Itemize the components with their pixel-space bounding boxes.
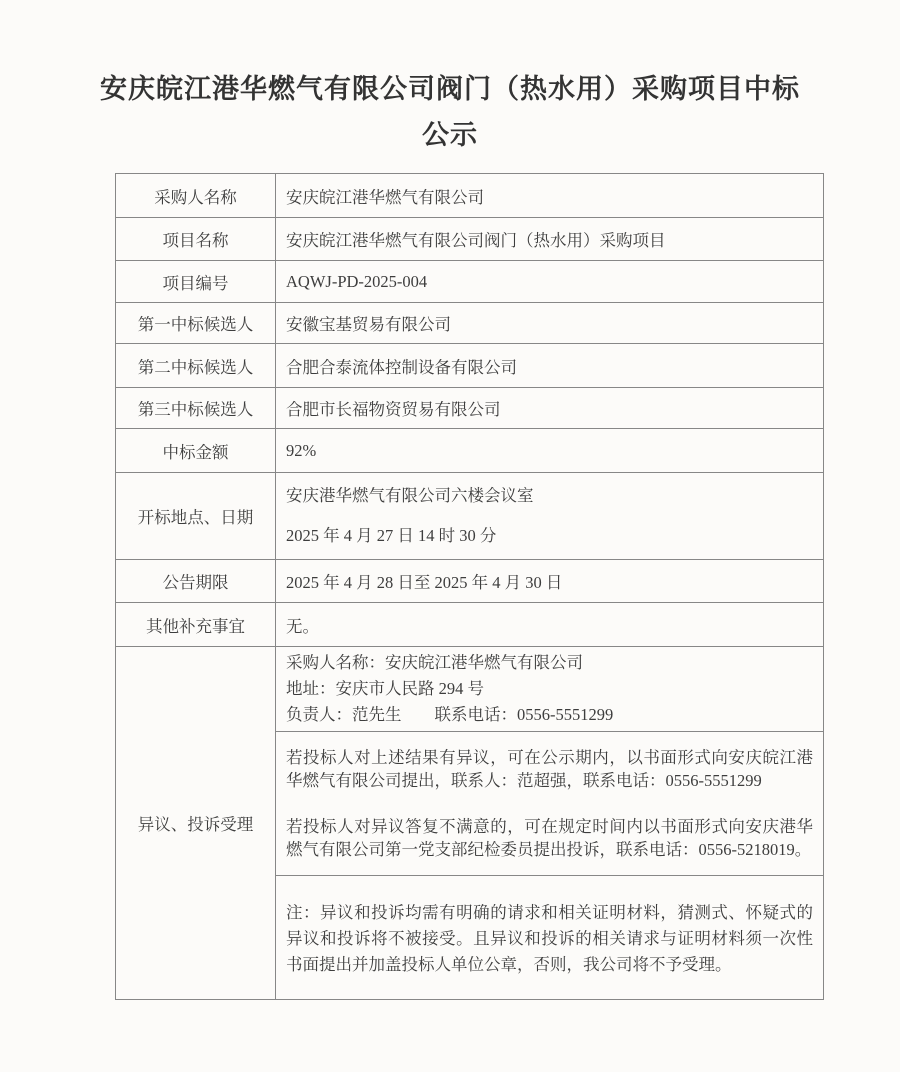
objection-note-cell — [276, 876, 824, 1000]
table-row — [116, 603, 824, 647]
row-value-other-matters: 无。 — [276, 603, 824, 647]
row-value-first-candidate: 安徽宝基贸易有限公司 — [276, 303, 824, 344]
table-row-objection-contact — [116, 647, 824, 732]
table-row — [116, 388, 824, 429]
table-row — [116, 261, 824, 303]
table-row — [116, 174, 824, 218]
row-label-project-name: 项目名称 — [116, 218, 276, 261]
row-value-second-candidate: 合肥合泰流体控制设备有限公司 — [276, 344, 824, 388]
objection-note-text: 注：异议和投诉均需有明确的请求和相关证明材料，猜测式、怀疑式的异议和投诉将不被接受。且异议和投诉的相关请求与证明材料须一次性书面提出并加盖投标人单位公章，否则，我公司将不予受理。 — [286, 902, 813, 974]
contact-address-line: 地址：安庆市人民路 294 号 — [286, 679, 484, 698]
contact-person-phone-line: 负责人：范先生 联系电话：0556-5551299 — [286, 705, 614, 724]
row-label-purchaser-name: 采购人名称 — [116, 174, 276, 218]
row-label-opening-place-date: 开标地点、日期 — [116, 473, 276, 560]
row-label-second-candidate: 第二中标候选人 — [116, 344, 276, 388]
table-row — [116, 429, 824, 473]
opening-datetime: 2025 年 4 月 27 日 14 时 30 分 — [286, 526, 497, 545]
objection-contact-cell — [276, 647, 824, 732]
row-value-project-number: AQWJ-PD-2025-004 — [276, 261, 824, 303]
row-value-opening-place-date — [276, 473, 824, 560]
table-row — [116, 473, 824, 560]
opening-place: 安庆港华燃气有限公司六楼会议室 — [286, 486, 534, 505]
row-value-announcement-period: 2025 年 4 月 28 日至 2025 年 4 月 30 日 — [276, 560, 824, 603]
row-label-project-number: 项目编号 — [116, 261, 276, 303]
objection-procedure-cell — [276, 732, 824, 876]
page-title-line-1: 安庆皖江港华燃气有限公司阀门（热水用）采购项目中标 — [100, 74, 800, 104]
row-value-third-candidate: 合肥市长福物资贸易有限公司 — [276, 388, 824, 429]
page-title-line-2: 公示 — [422, 120, 478, 150]
table-row — [116, 303, 824, 344]
objection-paragraph-2: 若投标人对异议答复不满意的，可在规定时间内以书面形式向安庆港华燃气有限公司第一党支部纪检委员提出投诉，联系电话：0556-5218019。 — [286, 817, 813, 859]
row-value-award-amount: 92% — [276, 429, 824, 473]
row-label-announcement-period: 公告期限 — [116, 560, 276, 603]
contact-purchaser-line: 采购人名称：安庆皖江港华燃气有限公司 — [286, 653, 583, 672]
row-label-award-amount: 中标金额 — [116, 429, 276, 473]
table-row — [116, 560, 824, 603]
row-value-project-name: 安庆皖江港华燃气有限公司阀门（热水用）采购项目 — [276, 218, 824, 261]
row-label-third-candidate: 第三中标候选人 — [116, 388, 276, 429]
table-row — [116, 218, 824, 261]
announcement-table — [115, 173, 824, 1000]
row-label-first-candidate: 第一中标候选人 — [116, 303, 276, 344]
row-value-purchaser-name: 安庆皖江港华燃气有限公司 — [276, 174, 824, 218]
row-label-other-matters: 其他补充事宜 — [116, 603, 276, 647]
page-title — [60, 66, 840, 158]
table-row — [116, 344, 824, 388]
row-label-objection-handling: 异议、投诉受理 — [116, 647, 276, 1000]
objection-paragraph-1: 若投标人对上述结果有异议，可在公示期内，以书面形式向安庆皖江港华燃气有限公司提出，联系人：范超强，联系电话：0556-5551299 — [286, 748, 813, 790]
